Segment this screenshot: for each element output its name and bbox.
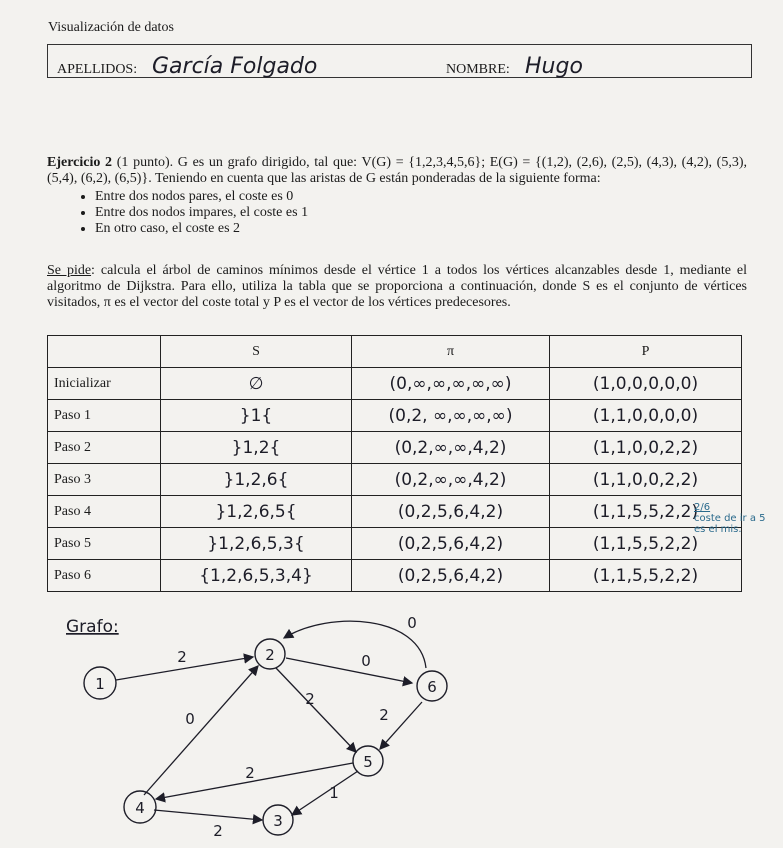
weight-2-5: 2 — [305, 690, 315, 708]
pi-cell: (0,2,5,6,4,2) — [352, 528, 550, 560]
s-cell: }1,2,6,5,3{ — [161, 528, 352, 560]
node-2-label: 2 — [265, 646, 275, 664]
step-label: Paso 6 — [48, 560, 161, 592]
weight-5-4: 2 — [245, 764, 255, 782]
s-cell: {1,2,6,5,3,4} — [161, 560, 352, 592]
step-label: Paso 2 — [48, 432, 161, 464]
table-row — [48, 560, 742, 592]
edge-2-5 — [276, 668, 356, 752]
cost-rule: • En otro caso, el coste es 2 — [95, 221, 747, 237]
pi-cell: (0,2,5,6,4,2) — [352, 560, 550, 592]
pi-cell: (0,2,∞,∞,4,2) — [352, 432, 550, 464]
cost-rule: • Entre dos nodos impares, el coste es 1 — [95, 205, 747, 221]
p-cell: (1,1,0,0,2,2) — [550, 464, 742, 496]
node-1-label: 1 — [95, 675, 105, 693]
node-3-label: 3 — [273, 812, 283, 830]
student-info-box — [47, 44, 752, 78]
edge-6-2 — [284, 621, 426, 668]
p-cell: (1,1,5,5,2,2) — [550, 528, 742, 560]
step-label: Paso 1 — [48, 400, 161, 432]
edge-2-6 — [286, 658, 412, 683]
table-row — [48, 496, 742, 528]
task-text: : calcula el árbol de caminos mínimos desde el vértice 1 a todos los vértices alcanzables desde 1, mediante el algoritmo de Dijkstra. Para ello, utiliza la tabla que se proporciona a continuación, donde S es el conjunto de vértices visitados, π es el vector del coste total y P es el vector de los vértices predecesores. — [47, 263, 747, 310]
task-label: Se pide — [47, 263, 92, 278]
pi-cell: (0,2,5,6,4,2) — [352, 496, 550, 528]
exercise-text: G es un grafo dirigido, tal que: V(G) = {1,2,3,4,5,6}; E(G) = {(1,2), (2,6), (2,5), (4,3), (4,2), (5,3), (5,4), (6,2), (6,5)}. Teniendo en cuenta que las aristas de G están ponderadas de la siguiente forma: — [47, 155, 747, 186]
graph-title: Grafo: — [66, 617, 119, 637]
p-cell: (1,0,0,0,0,0) — [550, 368, 742, 400]
edge-5-3 — [292, 771, 358, 815]
step-label: Paso 5 — [48, 528, 161, 560]
table-row — [48, 400, 742, 432]
header-s: S — [161, 336, 352, 368]
dijkstra-table — [47, 335, 742, 592]
weight-2-6: 0 — [361, 652, 371, 670]
s-cell: }1,2{ — [161, 432, 352, 464]
table-row — [48, 368, 742, 400]
node-5-label: 5 — [363, 753, 373, 771]
p-cell: (1,1,5,5,2,2) — [550, 496, 742, 528]
pi-cell: (0,∞,∞,∞,∞,∞) — [352, 368, 550, 400]
cost-rule: • Entre dos nodos pares, el coste es 0 — [95, 189, 747, 205]
table-header-row — [48, 336, 742, 368]
header-step — [48, 336, 161, 368]
margin-note-text: coste de ir a 5 es el mis. — [694, 513, 766, 535]
s-cell: }1,2,6{ — [161, 464, 352, 496]
table-row — [48, 464, 742, 496]
margin-note-fraction: 2/6 — [694, 502, 711, 513]
cost-rules-list — [47, 189, 747, 237]
name-label: NOMBRE: — [446, 62, 510, 77]
p-cell: (1,1,0,0,2,2) — [550, 432, 742, 464]
pi-cell: (0,2,∞,∞,4,2) — [352, 464, 550, 496]
task-statement — [47, 263, 747, 311]
graph-drawing — [60, 610, 480, 846]
table-row — [48, 528, 742, 560]
s-cell: }1,2,6,5{ — [161, 496, 352, 528]
header-p: P — [550, 336, 742, 368]
weight-6-5: 2 — [379, 706, 389, 724]
node-6-label: 6 — [427, 678, 437, 696]
p-cell: (1,1,5,5,2,2) — [550, 560, 742, 592]
s-cell: ∅ — [161, 368, 352, 400]
node-4-label: 4 — [135, 799, 145, 817]
pi-cell: (0,2, ∞,∞,∞,∞) — [352, 400, 550, 432]
header-pi: π — [352, 336, 550, 368]
weight-1-2: 2 — [177, 648, 187, 666]
edge-4-3 — [154, 810, 262, 820]
step-label: Paso 4 — [48, 496, 161, 528]
surname-value: García Folgado — [152, 54, 318, 79]
margin-note — [694, 502, 780, 535]
weight-4-2: 0 — [185, 710, 195, 728]
surname-label: APELLIDOS: — [57, 62, 138, 77]
weight-4-3: 2 — [213, 822, 223, 840]
step-label: Inicializar — [48, 368, 161, 400]
weight-6-2: 0 — [407, 614, 417, 632]
edge-4-2 — [144, 666, 258, 795]
exercise-points: (1 punto). — [112, 155, 178, 170]
p-cell: (1,1,0,0,0,0) — [550, 400, 742, 432]
exercise-statement — [47, 155, 747, 237]
weight-5-3: 1 — [329, 784, 339, 802]
step-label: Paso 3 — [48, 464, 161, 496]
s-cell: }1{ — [161, 400, 352, 432]
name-value: Hugo — [525, 54, 583, 79]
exercise-heading: Ejercicio 2 — [47, 155, 113, 170]
course-title: Visualización de datos — [48, 20, 174, 35]
table-row — [48, 432, 742, 464]
